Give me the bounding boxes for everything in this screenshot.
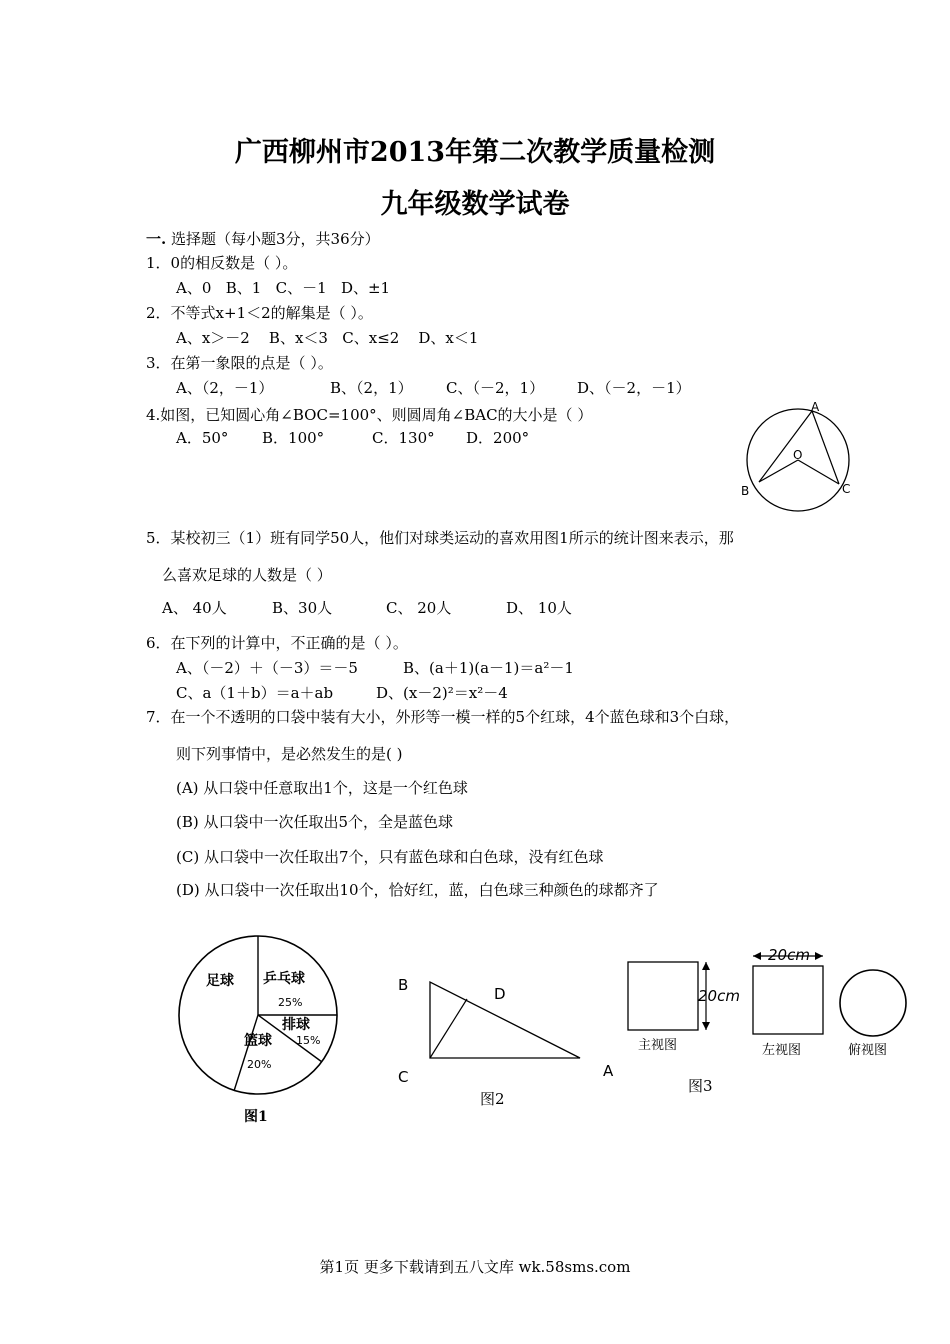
question-6-option-a: A、（－2）＋（－3）＝－5 (176, 659, 358, 677)
question-3-option-a: A、（2，－1） (176, 379, 274, 397)
question-7-option-a: (A) 从口袋中任意取出1个，这是一个红色球 (176, 779, 468, 797)
width-dimension-label: 20cm (768, 946, 810, 964)
slice-label-volleyball: 排球 (282, 1017, 310, 1033)
figure-3-caption: 图3 (688, 1077, 713, 1095)
label-b: B (398, 976, 409, 994)
label-a: A (603, 1062, 614, 1080)
question-5-option-d: D、 10人 (506, 599, 572, 617)
question-6-option-b: B、(a＋1)(a－1)＝a²－1 (403, 659, 574, 677)
option-b: B、x＜3 (268, 329, 328, 347)
option-d: D、x＜1 (418, 329, 479, 347)
chord-ab (759, 411, 812, 482)
label-b: B (741, 484, 750, 498)
label-a: A (811, 400, 820, 414)
question-7-option-c: (C) 从口袋中一次任取出7个，只有蓝色球和白色球，没有红色球 (176, 848, 604, 866)
question-7-stem-line2: 则下列事情中，是必然发生的是( ) (176, 745, 403, 763)
question-6-option-d: D、(x－2)²＝x²－4 (376, 684, 508, 702)
segment-cd (430, 999, 467, 1058)
figure-1-caption: 图1 (244, 1109, 268, 1125)
question-3-option-d: D、（－2，－1） (577, 379, 691, 397)
question-7-option-d: (D) 从口袋中一次任取出10个，恰好红，蓝，白色球三种颜色的球都齐了 (176, 881, 659, 899)
section-number: 一. (146, 230, 167, 248)
option-c: C、x≤2 (342, 329, 400, 347)
figure-2-triangle (390, 970, 630, 1090)
front-view-label: 主视图 (638, 1038, 678, 1053)
label-c: C (842, 482, 851, 496)
question-6-option-c: C、a（1＋b）＝a＋ab (176, 684, 334, 702)
question-1-options (176, 277, 390, 298)
arrow-up (702, 962, 710, 970)
top-view-label: 俯视图 (848, 1043, 888, 1058)
question-1-stem: 1．0的相反数是（ ）。 (146, 254, 298, 272)
slice-label-football: 足球 (206, 973, 234, 989)
radius-ob (759, 460, 798, 482)
top-view-circle (840, 970, 906, 1036)
question-2-stem: 2．不等式x+1＜2的解集是（ ）。 (146, 304, 373, 322)
question-7-option-b: (B) 从口袋中一次任取出5个，全是蓝色球 (176, 813, 454, 831)
option-a: A、0 (176, 279, 212, 297)
option-b: B、1 (225, 279, 262, 297)
label-o: O (793, 448, 803, 462)
radius-oc (798, 460, 839, 484)
question-5-stem-line2: 么喜欢足球的人数是（ ） (162, 566, 332, 584)
figure-1-pie-chart (170, 938, 350, 1118)
page-footer: 第1页 更多下载请到五八文库 wk.58sms.com (319, 1258, 631, 1276)
slice-value-volleyball: 15% (296, 1034, 321, 1047)
arrow-down (702, 1022, 710, 1030)
question-5-option-b: B、30人 (272, 599, 333, 617)
label-c: C (398, 1068, 409, 1086)
question-3-stem: 3．在第一象限的点是（ ）。 (146, 354, 333, 372)
slice-label-pingpong: 乒乓球 (263, 971, 305, 987)
arrow-left (753, 952, 761, 960)
question-4-option-a: A．50° (176, 429, 229, 447)
question-7-stem-line1: 7．在一个不透明的口袋中装有大小，外形等一模一样的5个红球，4个蓝色球和3个白球， (146, 708, 740, 726)
figure-3-three-views (620, 944, 920, 1064)
circle-figure (740, 398, 870, 513)
pie-divider (234, 1015, 258, 1091)
question-4-option-d: D．200° (466, 429, 530, 447)
left-view-label: 左视图 (762, 1043, 802, 1058)
left-view-square (753, 966, 823, 1034)
option-a: A、x＞－2 (176, 329, 250, 347)
question-4-option-c: C．130° (372, 429, 435, 447)
question-3-option-b: B、（2，1） (330, 379, 413, 397)
question-5-option-a: A、 40人 (162, 599, 227, 617)
page-subtitle: 九年级数学试卷 (380, 189, 570, 220)
section-label: 选择题（每小题3分，共36分） (171, 230, 380, 248)
slice-value-basketball: 20% (247, 1058, 272, 1071)
option-d: D、±1 (340, 279, 391, 297)
label-d: D (494, 985, 506, 1003)
slice-value-pingpong: 25% (278, 996, 303, 1009)
chord-ac (812, 411, 839, 484)
question-4-stem: 4.如图，已知圆心角∠BOC=100°、则圆周角∠BAC的大小是（ ） (146, 406, 593, 424)
figure-2-caption: 图2 (480, 1090, 505, 1108)
question-3-option-c: C、（－2，1） (446, 379, 545, 397)
page-title: 广西柳州市2013年第二次教学质量检测 (234, 137, 716, 168)
question-6-stem: 6．在下列的计算中，不正确的是（ ）。 (146, 634, 408, 652)
question-4-option-b: B．100° (262, 429, 325, 447)
question-2-options (176, 327, 478, 348)
slice-label-basketball: 篮球 (244, 1033, 272, 1049)
height-dimension-label: 20cm (698, 987, 740, 1005)
arrow-right (815, 952, 823, 960)
option-c: C、－1 (275, 279, 327, 297)
question-5-option-c: C、 20人 (386, 599, 452, 617)
section-heading (146, 228, 380, 249)
question-5-stem-line1: 5．某校初三（1）班有同学50人，他们对球类运动的喜欢用图1所示的统计图来表示，那 (146, 529, 734, 547)
front-view-square (628, 962, 698, 1030)
